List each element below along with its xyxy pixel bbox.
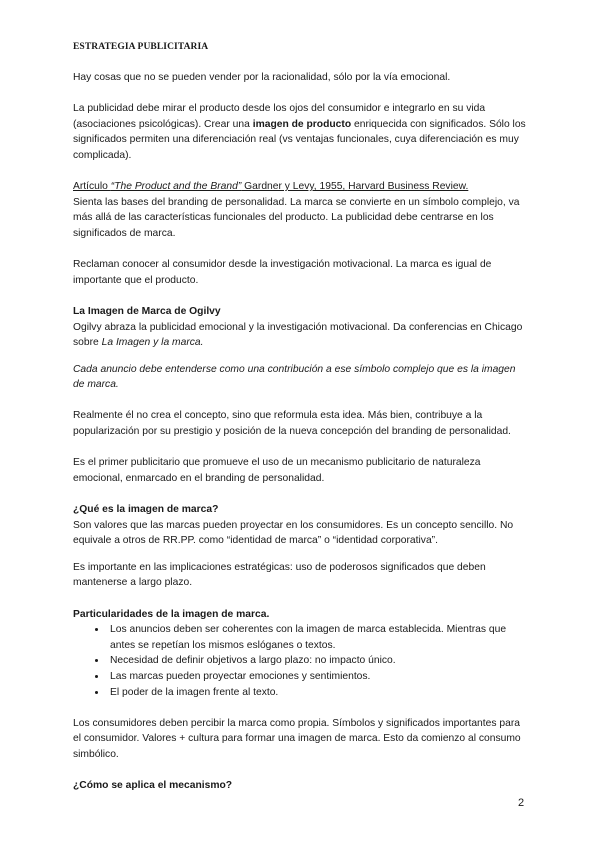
list-item: • Necesidad de definir objetivos a largo plazo: no impacto único. (107, 653, 528, 669)
list-item: • El poder de la imagen frente al texto. (107, 685, 528, 701)
list-item: • Los anuncios deben ser coherentes con la imagen de marca establecida. Mientras que antes se repetían los mismos eslóganes o textos. (107, 622, 528, 653)
paragraph-5: Ogilvy abraza la publicidad emocional y la investigación motivacional. Da conferencias en Chicago sobre La Imagen y la marca. (73, 321, 523, 349)
document-header: ESTRATEGIA PUBLICITARIA (73, 42, 209, 52)
article-reference: Artículo “The Product and the Brand” Gardner y Levy, 1955, Harvard Business Review. (73, 181, 469, 193)
heading-como-se-aplica: ¿Cómo se aplica el mecanismo? (73, 780, 233, 792)
emphasis-imagen-producto: imagen de producto (252, 118, 352, 130)
paragraph-6: Realmente él no crea el concepto, sino que reformula esta idea. Más bien, contribuye a la popularización por su prestigio y posición de la nueva concepción del branding de personalidad. (73, 410, 511, 438)
paragraph-3: Sienta las bases del branding de personalidad. La marca se convierte en un símbolo complejo, va más allá de las características funcionales del producto. La publicidad debe centrarse en los significados de marca. (73, 196, 520, 239)
paragraph-4: Reclaman conocer al consumidor desde la investigación motivacional. La marca es igual de importante que el producto. (73, 259, 492, 286)
paragraph-7: Es el primer publicitario que promueve el uso de un mecanismo publicitario de naturaleza emocional, enmarcado en el branding de personalidad. (73, 457, 481, 484)
paragraph-1: Hay cosas que no se pueden vender por la racionalidad, sólo por la vía emocional. (73, 72, 451, 83)
bullet-list (73, 622, 528, 700)
document-body (73, 70, 528, 794)
heading-que-es: ¿Qué es la imagen de marca? (73, 504, 219, 516)
paragraph-8: Son valores que las marcas pueden proyectar en los consumidores. Es un concepto sencillo. No equivale a otros de RR.PP. como “identidad de marca” o “identidad corporativa”. (73, 519, 514, 547)
paragraph-2: La publicidad debe mirar el producto desde los ojos del consumidor e integrarlo en su vida (asociaciones psicológicas). Crear una imagen de producto enriquecida con significados. Sólo los significados permiten una diferenciación real (vs ventajas funcionales, cuya diferenciación es muy complicada). (73, 103, 526, 161)
list-item: • Las marcas pueden proyectar emociones y sentimientos. (107, 669, 528, 685)
paragraph-9: Es importante en las implicaciones estratégicas: uso de poderosos significados que deben mantenerse a largo plazo. (73, 561, 486, 589)
quote: Cada anuncio debe entenderse como una contribución a ese símbolo complejo que es la imagen de marca. (73, 363, 516, 391)
paragraph-10: Los consumidores deben percibir la marca como propia. Símbolos y significados importantes para el consumidor. Valores + cultura para formar una imagen de marca. Esto da comienzo al consumo simbólico. (73, 717, 521, 760)
heading-ogilvy: La Imagen de Marca de Ogilvy (73, 305, 221, 317)
heading-particularidades: Particularidades de la imagen de marca. (73, 608, 270, 620)
page-number: 2 (518, 797, 525, 809)
